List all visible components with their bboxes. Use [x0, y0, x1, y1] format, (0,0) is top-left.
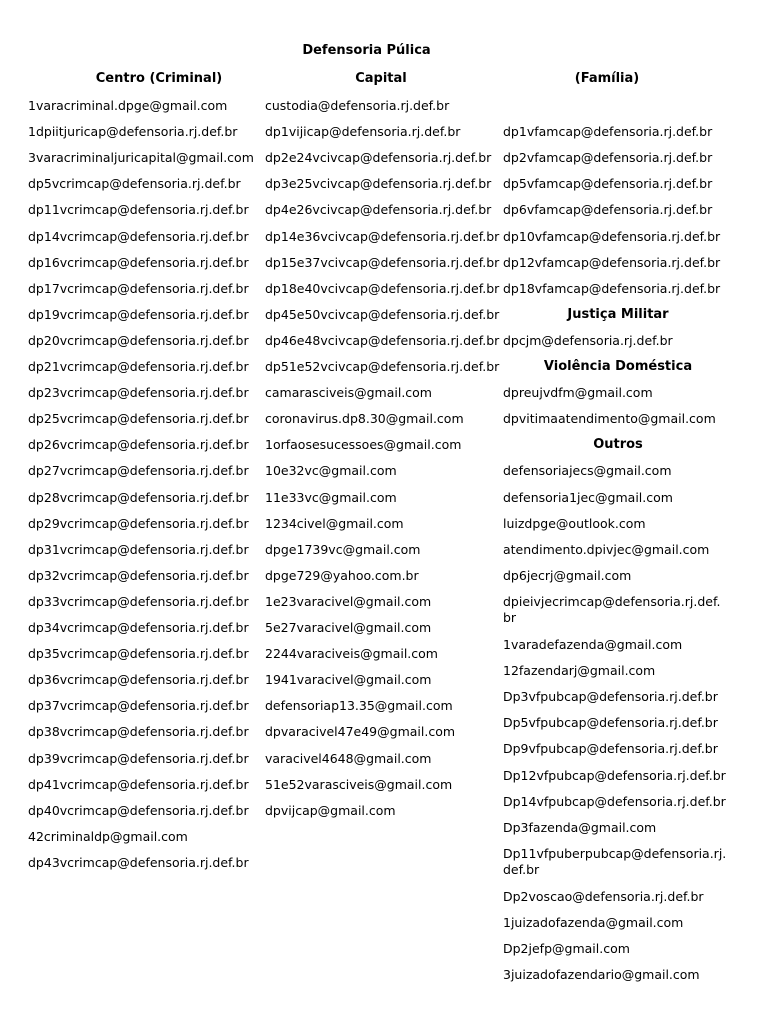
email-item[interactable]: dpieivjecrimcap@defensoria.rj.def.br [503, 593, 721, 625]
email-item[interactable]: dp1vfamcap@defensoria.rj.def.br [503, 124, 713, 140]
email-item[interactable]: dp3e25vcivcap@defensoria.rj.def.br [265, 176, 492, 192]
email-item[interactable]: dpvaracivel47e49@gmail.com [265, 724, 456, 740]
violencia-domestica-heading: Violência Doméstica [543, 359, 693, 374]
email-item[interactable]: 11e33vc@gmail.com [265, 489, 397, 505]
email-item[interactable]: dpge729@yahoo.com.br [265, 567, 419, 583]
email-item[interactable]: dp2e24vcivcap@defensoria.rj.def.br [265, 150, 492, 166]
email-item[interactable]: dp1vijicap@defensoria.rj.def.br [265, 124, 461, 140]
email-item[interactable]: 1varadefazenda@gmail.com [503, 637, 683, 652]
email-item[interactable]: defensoriap13.35@gmail.com [265, 698, 453, 714]
email-item[interactable]: dp36vcrimcap@defensoria.rj.def.br [28, 672, 249, 688]
email-item[interactable]: 1dpiitjuricap@defensoria.rj.def.br [28, 124, 238, 140]
email-item[interactable]: dp32vcrimcap@defensoria.rj.def.br [28, 567, 249, 583]
email-item[interactable]: 5e27varacivel@gmail.com [265, 620, 432, 635]
email-item[interactable]: camarasciveis@gmail.com [265, 385, 432, 401]
email-item[interactable]: dp41vcrimcap@defensoria.rj.def.br [28, 776, 249, 792]
email-item[interactable]: dp23vcrimcap@defensoria.rj.def.br [28, 385, 249, 401]
email-item[interactable]: luizdpge@outlook.com [503, 515, 646, 531]
email-item[interactable]: dp51e52vcivcap@defensoria.rj.def.br [265, 359, 500, 374]
email-item[interactable]: dp20vcrimcap@defensoria.rj.def.br [28, 332, 249, 348]
email-item[interactable]: dp43vcrimcap@defensoria.rj.def.br [28, 854, 249, 870]
email-item[interactable]: dp21vcrimcap@defensoria.rj.def.br [28, 359, 249, 374]
email-item[interactable]: dp40vcrimcap@defensoria.rj.def.br [28, 802, 249, 818]
email-item[interactable]: custodia@defensoria.rj.def.br [265, 98, 450, 113]
email-item[interactable]: dp10vfamcap@defensoria.rj.def.br [503, 228, 721, 244]
email-item[interactable]: 1juizadofazenda@gmail.com [503, 915, 684, 930]
capital-heading: Capital [355, 71, 407, 86]
email-item[interactable]: 51e52varasciveis@gmail.com [265, 776, 453, 792]
email-item[interactable]: 2244varaciveis@gmail.com [265, 646, 438, 662]
email-item[interactable]: 1941varacivel@gmail.com [265, 672, 432, 688]
email-item[interactable]: dp6jecrj@gmail.com [503, 567, 632, 583]
email-item[interactable]: Dp2jefp@gmail.com [503, 941, 630, 957]
email-item[interactable]: dp28vcrimcap@defensoria.rj.def.br [28, 489, 249, 505]
email-item[interactable]: dp11vcrimcap@defensoria.rj.def.br [28, 202, 249, 218]
email-item[interactable]: Dp3fazenda@gmail.com [503, 819, 657, 835]
page-title: Defensoria Púlica [302, 43, 431, 58]
email-item[interactable]: dp6vfamcap@defensoria.rj.def.br [503, 202, 713, 218]
email-item[interactable]: 1234civel@gmail.com [265, 515, 404, 531]
email-item[interactable]: dp39vcrimcap@defensoria.rj.def.br [28, 750, 249, 766]
email-item[interactable]: Dp9vfpubcap@defensoria.rj.def.br [503, 741, 718, 757]
email-item[interactable]: dp26vcrimcap@defensoria.rj.def.br [28, 437, 249, 453]
email-item[interactable]: dp45e50vcivcap@defensoria.rj.def.br [265, 306, 500, 322]
criminal-heading: Centro (Criminal) [95, 71, 223, 86]
email-item[interactable]: dp17vcrimcap@defensoria.rj.def.br [28, 280, 249, 296]
email-item[interactable]: dp4e26vcivcap@defensoria.rj.def.br [265, 202, 492, 218]
email-item[interactable]: 10e32vc@gmail.com [265, 463, 397, 479]
email-item[interactable]: defensoriajecs@gmail.com [503, 463, 672, 479]
outros-heading: Outros [593, 437, 643, 453]
email-item[interactable]: dp34vcrimcap@defensoria.rj.def.br [28, 620, 249, 635]
email-item[interactable]: dp33vcrimcap@defensoria.rj.def.br [28, 593, 249, 609]
email-item[interactable]: Dp14vfpubcap@defensoria.rj.def.br [503, 793, 726, 809]
email-item[interactable]: dpge1739vc@gmail.com [265, 541, 421, 557]
email-item[interactable]: Dp5vfpubcap@defensoria.rj.def.br [503, 715, 718, 731]
email-item[interactable]: dp14e36vcivcap@defensoria.rj.def.br [265, 228, 500, 244]
email-item[interactable]: dp12vfamcap@defensoria.rj.def.br [503, 254, 721, 270]
email-item[interactable]: dp2vfamcap@defensoria.rj.def.br [503, 150, 713, 166]
email-item[interactable]: dp15e37vcivcap@defensoria.rj.def.br [265, 254, 500, 270]
email-item[interactable]: dp18vfamcap@defensoria.rj.def.br [503, 280, 721, 296]
email-item[interactable]: 1varacriminal.dpge@gmail.com [28, 98, 228, 113]
email-item[interactable]: dp25vcrimcap@defensoria.rj.def.br [28, 411, 249, 427]
email-item[interactable]: dpvijcap@gmail.com [265, 802, 396, 818]
email-item[interactable]: dp46e48vcivcap@defensoria.rj.def.br [265, 332, 500, 348]
email-item[interactable]: Dp11vfpuberpubcap@defensoria.rj.def.br [503, 845, 727, 877]
email-item[interactable]: dp35vcrimcap@defensoria.rj.def.br [28, 646, 249, 662]
email-item[interactable]: defensoria1jec@gmail.com [503, 489, 673, 505]
email-item[interactable]: Dp2voscao@defensoria.rj.def.br [503, 888, 704, 904]
email-item[interactable]: 3juizadofazendario@gmail.com [503, 967, 700, 983]
email-item[interactable]: atendimento.dpivjec@gmail.com [503, 541, 710, 557]
email-item[interactable]: Dp3vfpubcap@defensoria.rj.def.br [503, 689, 718, 705]
email-item[interactable]: dpreujvdfm@gmail.com [503, 385, 653, 401]
justica-militar-heading: Justiça Militar [567, 306, 669, 322]
email-item[interactable]: dp38vcrimcap@defensoria.rj.def.br [28, 724, 249, 740]
email-item[interactable]: dp19vcrimcap@defensoria.rj.def.br [28, 306, 249, 322]
email-item[interactable]: dp18e40vcivcap@defensoria.rj.def.br [265, 280, 500, 296]
email-item[interactable]: Dp12vfpubcap@defensoria.rj.def.br [503, 767, 726, 783]
email-item[interactable]: 1orfaosesucessoes@gmail.com [265, 437, 462, 453]
email-item[interactable]: dp29vcrimcap@defensoria.rj.def.br [28, 515, 249, 531]
email-item[interactable]: 1e23varacivel@gmail.com [265, 593, 432, 609]
email-item[interactable]: 42criminaldp@gmail.com [28, 828, 188, 844]
email-item[interactable]: dpcjm@defensoria.rj.def.br [503, 332, 673, 348]
email-item[interactable]: dpvitimaatendimento@gmail.com [503, 411, 716, 427]
email-item[interactable]: dp27vcrimcap@defensoria.rj.def.br [28, 463, 249, 479]
email-item[interactable]: dp14vcrimcap@defensoria.rj.def.br [28, 228, 249, 244]
email-item[interactable]: dp31vcrimcap@defensoria.rj.def.br [28, 541, 249, 557]
email-item[interactable]: 12fazendarj@gmail.com [503, 663, 656, 679]
familia-heading: (Família) [574, 71, 640, 86]
email-item[interactable]: dp37vcrimcap@defensoria.rj.def.br [28, 698, 249, 714]
email-item[interactable]: dp5vcrimcap@defensoria.rj.def.br [28, 176, 241, 192]
email-item[interactable]: coronavirus.dp8.30@gmail.com [265, 411, 464, 427]
email-item[interactable]: 3varacriminaljuricapital@gmail.com [28, 150, 254, 166]
email-item[interactable]: dp16vcrimcap@defensoria.rj.def.br [28, 254, 249, 270]
email-item[interactable]: varacivel4648@gmail.com [265, 750, 432, 766]
email-item[interactable]: dp5vfamcap@defensoria.rj.def.br [503, 176, 713, 192]
